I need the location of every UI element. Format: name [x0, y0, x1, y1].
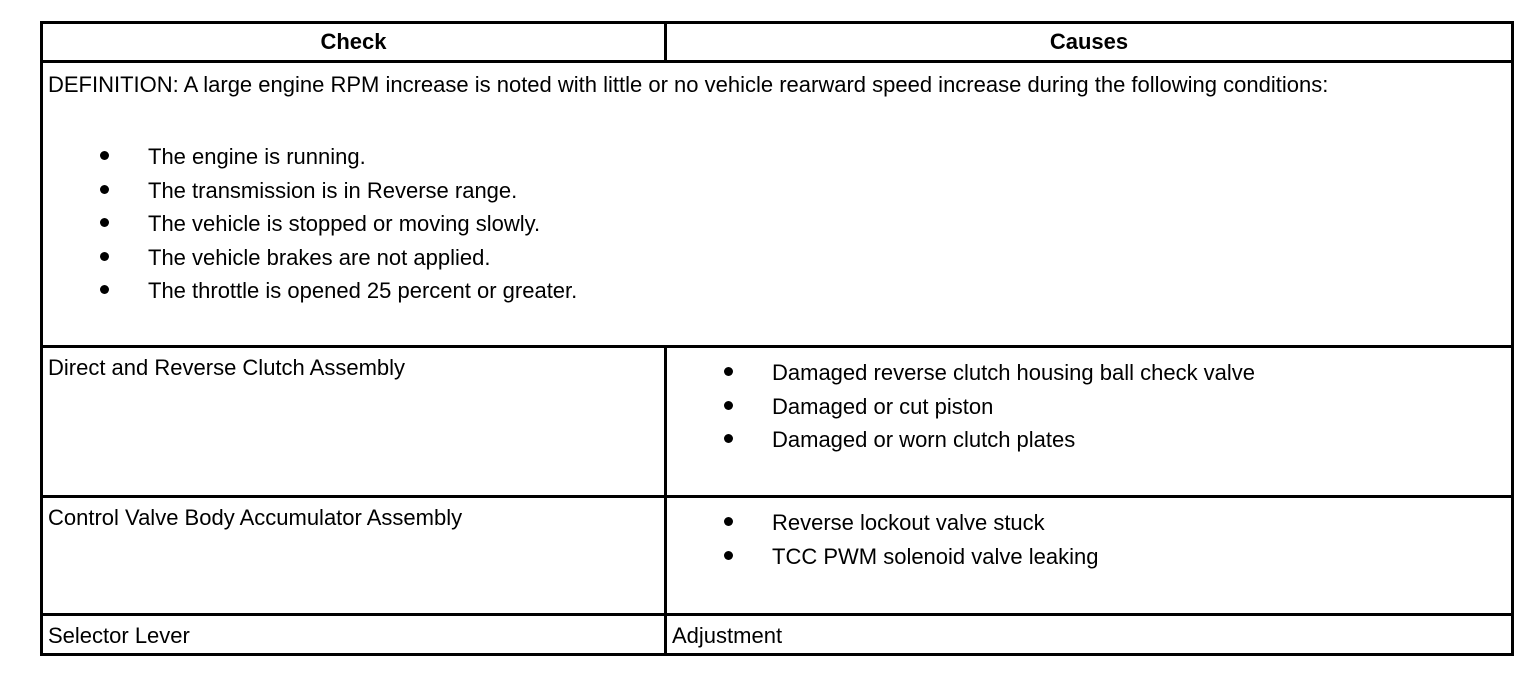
cause-text: Damaged or cut piston	[772, 393, 994, 419]
condition-text: The throttle is opened 25 percent or greater.	[148, 278, 578, 303]
check-cell	[42, 615, 666, 655]
cause-item	[724, 511, 1511, 545]
check-text: Control Valve Body Accumulator Assembly	[48, 505, 463, 530]
condition-text: The vehicle is stopped or moving slowly.	[148, 211, 541, 236]
cause-text: Damaged or worn clutch plates	[772, 427, 1076, 452]
diagnostic-table	[40, 21, 1514, 656]
cause-list	[724, 511, 1511, 578]
header-row	[42, 23, 1513, 62]
causes-cell	[666, 497, 1513, 615]
bullet-icon	[724, 551, 733, 560]
check-cell	[42, 497, 666, 615]
bullet-icon	[724, 367, 733, 376]
cause-item	[724, 395, 1511, 429]
bullet-icon	[100, 185, 109, 194]
header-causes: Causes	[666, 23, 1513, 62]
bullet-icon	[100, 285, 109, 294]
cause-text: Damaged reverse clutch housing ball check valve	[772, 360, 1256, 385]
definition-row	[42, 62, 1513, 347]
condition-text: The transmission is in Reverse range.	[148, 177, 518, 203]
check-text: Selector Lever	[48, 623, 190, 648]
definition-cell	[42, 62, 1513, 347]
bullet-icon	[100, 151, 109, 160]
cause-item	[724, 545, 1511, 579]
bullet-icon	[724, 401, 733, 410]
cause-text: Adjustment	[672, 623, 783, 648]
bullet-icon	[100, 252, 109, 261]
condition-item	[100, 179, 1511, 213]
check-cell	[42, 347, 666, 497]
condition-item	[100, 246, 1511, 280]
table-row	[42, 615, 1513, 655]
cause-item	[724, 361, 1511, 395]
check-text: Direct and Reverse Clutch Assembly	[48, 355, 406, 380]
cause-text: Reverse lockout valve stuck	[772, 510, 1045, 535]
condition-list	[100, 145, 1511, 313]
condition-item	[100, 145, 1511, 179]
condition-item	[100, 212, 1511, 246]
cause-list	[724, 361, 1511, 462]
causes-cell	[666, 615, 1513, 655]
table-row	[42, 347, 1513, 497]
cause-text: TCC PWM solenoid valve leaking	[772, 543, 1099, 569]
definition-text: DEFINITION: A large engine RPM increase is noted with little or no vehicle rearward speed increase during the following conditions:	[48, 72, 1329, 97]
cause-item	[724, 428, 1511, 462]
bullet-icon	[724, 434, 733, 443]
bullet-icon	[724, 517, 733, 526]
header-check: Check	[42, 23, 666, 62]
table-row	[42, 497, 1513, 615]
bullet-icon	[100, 218, 109, 227]
condition-item	[100, 279, 1511, 313]
condition-text: The vehicle brakes are not applied.	[148, 244, 491, 270]
condition-text: The engine is running.	[148, 144, 366, 169]
causes-cell	[666, 347, 1513, 497]
